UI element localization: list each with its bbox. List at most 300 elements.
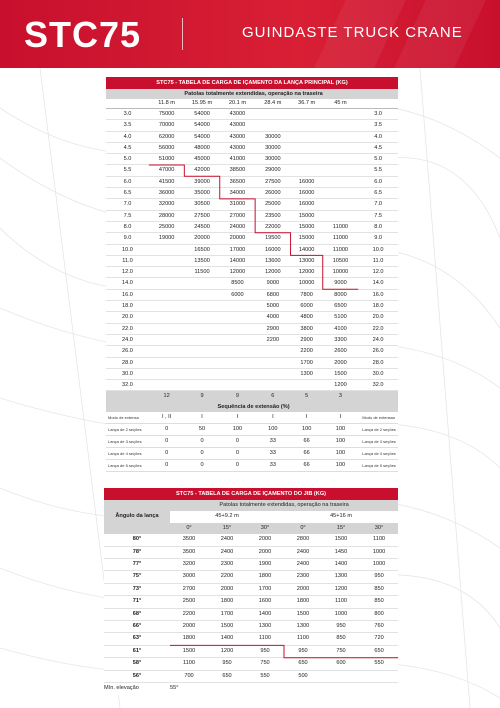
load-cell bbox=[184, 334, 219, 345]
load-cell: 2300 bbox=[284, 571, 322, 583]
radius-right: 7.0 bbox=[358, 199, 398, 210]
load-cell: 1400 bbox=[246, 608, 284, 620]
load-cell: 24500 bbox=[184, 221, 219, 232]
load-cell: 1200 bbox=[208, 645, 246, 657]
mode-value: I bbox=[291, 412, 323, 424]
radius-left: 16.0 bbox=[106, 289, 149, 300]
load-cell: 12000 bbox=[291, 267, 323, 278]
spacer bbox=[208, 683, 398, 695]
load-cell: 3500 bbox=[170, 546, 208, 558]
boom-angle: 66° bbox=[104, 621, 170, 633]
load-cell bbox=[149, 255, 184, 266]
table-row bbox=[106, 233, 398, 244]
load-cell: 800 bbox=[360, 608, 398, 620]
load-cell bbox=[255, 346, 290, 357]
boom-number: 5 bbox=[291, 391, 323, 402]
radius-left: 5.5 bbox=[106, 165, 149, 176]
boom-number: 12 bbox=[149, 391, 184, 402]
radius-left: 9.0 bbox=[106, 233, 149, 244]
jib-offset: 15° bbox=[208, 523, 246, 534]
extension-percent: 0 bbox=[220, 460, 255, 472]
load-cell: 16500 bbox=[184, 244, 219, 255]
radius-left: 30.0 bbox=[106, 368, 149, 379]
load-cell: 2000 bbox=[246, 546, 284, 558]
radius-left: 20.0 bbox=[106, 312, 149, 323]
load-cell: 38500 bbox=[220, 165, 255, 176]
load-cell: 1800 bbox=[170, 633, 208, 645]
load-cell: 750 bbox=[246, 658, 284, 670]
radius-left: 7.0 bbox=[106, 199, 149, 210]
load-cell: 760 bbox=[360, 621, 398, 633]
boom-length: 36.7 m bbox=[291, 99, 323, 109]
jib-load-table bbox=[104, 488, 398, 695]
load-cell: 32000 bbox=[149, 199, 184, 210]
load-cell: 30000 bbox=[255, 154, 290, 165]
section-label: Lança de 5 seções bbox=[106, 460, 149, 472]
extension-percent: 33 bbox=[255, 460, 290, 472]
load-cell: 2000 bbox=[284, 583, 322, 595]
spacer bbox=[106, 89, 149, 99]
mode-row bbox=[106, 412, 398, 424]
jib-offset: 30° bbox=[246, 523, 284, 534]
load-cell: 600 bbox=[322, 658, 360, 670]
load-cell: 75000 bbox=[149, 109, 184, 120]
boom-number-row bbox=[106, 391, 398, 402]
jib-offset: 15° bbox=[322, 523, 360, 534]
load-cell bbox=[323, 210, 358, 221]
extension-percent: 0 bbox=[184, 460, 219, 472]
load-cell: 2000 bbox=[208, 583, 246, 595]
load-cell: 650 bbox=[360, 645, 398, 657]
extension-percent: 100 bbox=[291, 424, 323, 436]
radius-right: 8.0 bbox=[358, 221, 398, 232]
radius-left: 26.0 bbox=[106, 346, 149, 357]
load-cell bbox=[291, 154, 323, 165]
boom-length: 45 m bbox=[323, 99, 358, 109]
header-divider bbox=[182, 18, 183, 50]
load-cell bbox=[149, 244, 184, 255]
table-row bbox=[106, 176, 398, 187]
load-cell bbox=[184, 278, 219, 289]
load-cell: 34000 bbox=[220, 188, 255, 199]
load-cell: 8000 bbox=[323, 289, 358, 300]
page-header bbox=[0, 0, 500, 68]
boom-angle: 80° bbox=[104, 534, 170, 546]
load-cell bbox=[291, 165, 323, 176]
load-cell: 27500 bbox=[255, 176, 290, 187]
radius-right: 32.0 bbox=[358, 380, 398, 391]
load-cell: 5100 bbox=[323, 312, 358, 323]
table-row bbox=[106, 199, 398, 210]
condition-label: Patolas totalmente extendidas, operação na traseira bbox=[149, 89, 358, 99]
load-cell: 15000 bbox=[291, 233, 323, 244]
load-cell: 1300 bbox=[291, 368, 323, 379]
load-cell bbox=[149, 380, 184, 391]
load-cell bbox=[323, 188, 358, 199]
section-label: Lança de 3 seções bbox=[106, 436, 149, 448]
radius-left: 12.0 bbox=[106, 267, 149, 278]
load-cell bbox=[220, 357, 255, 368]
load-cell: 2300 bbox=[208, 559, 246, 571]
table-row bbox=[104, 658, 398, 670]
load-cell: 720 bbox=[360, 633, 398, 645]
table-row bbox=[104, 608, 398, 620]
extension-percent: 100 bbox=[323, 448, 358, 460]
radius-left: 14.0 bbox=[106, 278, 149, 289]
extension-percent: 0 bbox=[149, 436, 184, 448]
condition-row bbox=[106, 89, 398, 99]
extension-percent: 0 bbox=[149, 460, 184, 472]
load-cell: 10500 bbox=[323, 255, 358, 266]
mode-value: I , II bbox=[149, 412, 184, 424]
radius-right: 4.0 bbox=[358, 131, 398, 142]
radius-right: 11.0 bbox=[358, 255, 398, 266]
load-cell: 9000 bbox=[255, 278, 290, 289]
boom-number: 9 bbox=[184, 391, 219, 402]
load-cell bbox=[255, 109, 290, 120]
radius-left: 22.0 bbox=[106, 323, 149, 334]
load-cell: 1800 bbox=[208, 596, 246, 608]
radius-right: 24.0 bbox=[358, 334, 398, 345]
load-cell bbox=[220, 380, 255, 391]
min-elevation-row bbox=[104, 683, 398, 695]
table-row bbox=[104, 596, 398, 608]
table-row bbox=[106, 346, 398, 357]
load-cell: 16000 bbox=[291, 188, 323, 199]
load-cell: 25000 bbox=[149, 221, 184, 232]
load-cell: 1500 bbox=[284, 608, 322, 620]
load-cell bbox=[291, 380, 323, 391]
load-cell bbox=[291, 131, 323, 142]
load-cell: 2900 bbox=[291, 334, 323, 345]
table-row bbox=[106, 357, 398, 368]
extension-percent: 100 bbox=[323, 436, 358, 448]
load-cell bbox=[220, 323, 255, 334]
load-cell: 1500 bbox=[322, 534, 360, 546]
radius-right: 12.0 bbox=[358, 267, 398, 278]
table-row bbox=[106, 334, 398, 345]
load-cell bbox=[149, 357, 184, 368]
telescope-row bbox=[106, 436, 398, 448]
table-row bbox=[104, 645, 398, 657]
load-cell: 13500 bbox=[184, 255, 219, 266]
section-label-right: Lança de 4 seções bbox=[358, 448, 398, 460]
extension-percent: 66 bbox=[291, 460, 323, 472]
radius-right: 14.0 bbox=[358, 278, 398, 289]
radius-left: 5.0 bbox=[106, 154, 149, 165]
extension-percent: 66 bbox=[291, 448, 323, 460]
load-cell bbox=[291, 120, 323, 131]
boom-angle: 61° bbox=[104, 645, 170, 657]
load-cell bbox=[149, 267, 184, 278]
load-cell: 35000 bbox=[184, 188, 219, 199]
radius-right: 4.5 bbox=[358, 142, 398, 153]
boom-angle: 63° bbox=[104, 633, 170, 645]
min-elevation-label: Mín. elevação bbox=[104, 685, 139, 692]
load-cell: 70000 bbox=[149, 120, 184, 131]
angle-header: Ângulo da lança bbox=[104, 500, 170, 534]
load-cell: 950 bbox=[208, 658, 246, 670]
extension-percent: 66 bbox=[291, 436, 323, 448]
radius-right: 6.5 bbox=[358, 188, 398, 199]
load-cell: 500 bbox=[284, 670, 322, 682]
load-cell: 43000 bbox=[220, 109, 255, 120]
load-cell: 43000 bbox=[220, 142, 255, 153]
load-cell: 6800 bbox=[255, 289, 290, 300]
load-cell: 3200 bbox=[170, 559, 208, 571]
spacer bbox=[106, 402, 149, 412]
load-cell bbox=[323, 176, 358, 187]
load-cell: 750 bbox=[322, 645, 360, 657]
sequence-label-row bbox=[106, 402, 398, 412]
load-cell: 1000 bbox=[360, 546, 398, 558]
extension-percent: 33 bbox=[255, 448, 290, 460]
load-cell: 1900 bbox=[246, 559, 284, 571]
radius-left: 7.5 bbox=[106, 210, 149, 221]
condition-label: Patolas totalmente extendidas, operação na traseira bbox=[170, 500, 398, 511]
load-cell bbox=[149, 312, 184, 323]
load-cell bbox=[323, 165, 358, 176]
load-cell: 36000 bbox=[149, 188, 184, 199]
load-cell bbox=[255, 120, 290, 131]
table1-title: STC75 - TABELA DE CARGA DE IÇAMENTO DA LANÇA PRINCIPAL (KG) bbox=[106, 77, 398, 89]
load-cell: 1300 bbox=[246, 621, 284, 633]
spacer bbox=[358, 89, 398, 99]
jib-offset: 0° bbox=[170, 523, 208, 534]
load-cell: 6000 bbox=[291, 301, 323, 312]
table-row bbox=[104, 670, 398, 682]
load-cell: 25000 bbox=[255, 199, 290, 210]
boom-number: 6 bbox=[255, 391, 290, 402]
radius-left: 3.5 bbox=[106, 120, 149, 131]
load-cell: 29000 bbox=[255, 165, 290, 176]
radius-right: 3.5 bbox=[358, 120, 398, 131]
load-cell: 11000 bbox=[323, 244, 358, 255]
load-cell: 19000 bbox=[149, 233, 184, 244]
load-cell: 43000 bbox=[220, 131, 255, 142]
spacer bbox=[106, 99, 149, 109]
load-cell: 16000 bbox=[255, 244, 290, 255]
load-cell: 1450 bbox=[322, 546, 360, 558]
boom-angle: 56° bbox=[104, 670, 170, 682]
load-cell bbox=[184, 346, 219, 357]
load-cell bbox=[323, 131, 358, 142]
load-cell bbox=[184, 312, 219, 323]
load-cell: 2400 bbox=[284, 546, 322, 558]
radius-right: 28.0 bbox=[358, 357, 398, 368]
spacer bbox=[358, 402, 398, 412]
load-cell: 650 bbox=[208, 670, 246, 682]
load-cell: 850 bbox=[360, 583, 398, 595]
radius-right: 9.0 bbox=[358, 233, 398, 244]
table2-title: STC75 - TABELA DE CARGA DE IÇAMENTO DO JIB (KG) bbox=[104, 488, 398, 500]
mode-value: I bbox=[220, 412, 255, 424]
load-cell: 9000 bbox=[323, 278, 358, 289]
radius-left: 24.0 bbox=[106, 334, 149, 345]
load-cell bbox=[323, 120, 358, 131]
load-cell: 700 bbox=[170, 670, 208, 682]
load-cell bbox=[291, 142, 323, 153]
load-cell bbox=[291, 109, 323, 120]
load-cell bbox=[149, 334, 184, 345]
load-cell: 36500 bbox=[220, 176, 255, 187]
load-cell: 1700 bbox=[291, 357, 323, 368]
boom-angle: 71° bbox=[104, 596, 170, 608]
load-cell: 950 bbox=[360, 571, 398, 583]
load-cell: 26000 bbox=[255, 188, 290, 199]
radius-right: 26.0 bbox=[358, 346, 398, 357]
load-cell: 1400 bbox=[208, 633, 246, 645]
table-row bbox=[106, 380, 398, 391]
table-row bbox=[106, 120, 398, 131]
radius-right: 5.5 bbox=[358, 165, 398, 176]
spacer bbox=[358, 99, 398, 109]
load-cell: 27500 bbox=[184, 210, 219, 221]
table-row bbox=[106, 267, 398, 278]
load-cell: 62000 bbox=[149, 131, 184, 142]
radius-right: 5.0 bbox=[358, 154, 398, 165]
min-elevation-value: 55° bbox=[170, 685, 179, 692]
load-cell: 14000 bbox=[291, 244, 323, 255]
load-cell bbox=[360, 670, 398, 682]
load-cell: 950 bbox=[246, 645, 284, 657]
radius-left: 10.0 bbox=[106, 244, 149, 255]
table-row bbox=[104, 559, 398, 571]
load-cell: 10000 bbox=[291, 278, 323, 289]
table-row bbox=[106, 255, 398, 266]
load-cell bbox=[149, 368, 184, 379]
mode-label: Modo de extensa bbox=[106, 412, 149, 424]
load-cell: 6500 bbox=[323, 301, 358, 312]
load-cell bbox=[255, 380, 290, 391]
load-cell bbox=[220, 346, 255, 357]
jib-offset: 0° bbox=[284, 523, 322, 534]
load-cell: 550 bbox=[360, 658, 398, 670]
section-label-right: Lança de 2 seções bbox=[358, 424, 398, 436]
load-cell: 1100 bbox=[322, 596, 360, 608]
load-cell bbox=[184, 357, 219, 368]
load-cell: 6000 bbox=[220, 289, 255, 300]
mode-value: I bbox=[184, 412, 219, 424]
load-cell: 13000 bbox=[291, 255, 323, 266]
load-cell: 1700 bbox=[208, 608, 246, 620]
load-cell bbox=[220, 301, 255, 312]
load-cell: 650 bbox=[284, 658, 322, 670]
load-cell: 2800 bbox=[284, 534, 322, 546]
load-cell: 28000 bbox=[149, 210, 184, 221]
load-cell: 1100 bbox=[360, 534, 398, 546]
load-cell: 4100 bbox=[323, 323, 358, 334]
load-cell bbox=[184, 323, 219, 334]
load-cell bbox=[149, 346, 184, 357]
extension-percent: 33 bbox=[255, 436, 290, 448]
load-cell: 2600 bbox=[323, 346, 358, 357]
table-row bbox=[104, 534, 398, 546]
radius-right: 18.0 bbox=[358, 301, 398, 312]
table-row bbox=[104, 546, 398, 558]
load-cell bbox=[255, 368, 290, 379]
table-row bbox=[106, 278, 398, 289]
load-cell: 1000 bbox=[322, 608, 360, 620]
load-cell bbox=[149, 301, 184, 312]
table-row bbox=[106, 210, 398, 221]
load-cell: 45000 bbox=[184, 154, 219, 165]
radius-right: 20.0 bbox=[358, 312, 398, 323]
boom-length: 15.95 m bbox=[184, 99, 219, 109]
extension-percent: 0 bbox=[220, 436, 255, 448]
radius-left: 28.0 bbox=[106, 357, 149, 368]
boom-length: 11.8 m bbox=[149, 99, 184, 109]
load-cell: 950 bbox=[284, 645, 322, 657]
load-cell: 1100 bbox=[170, 658, 208, 670]
load-cell: 12000 bbox=[255, 267, 290, 278]
load-cell: 3500 bbox=[170, 534, 208, 546]
load-cell: 1200 bbox=[323, 380, 358, 391]
load-cell: 51000 bbox=[149, 154, 184, 165]
load-cell: 1300 bbox=[284, 621, 322, 633]
jib-condition-row bbox=[104, 500, 398, 511]
table-row bbox=[106, 165, 398, 176]
load-cell: 42000 bbox=[184, 165, 219, 176]
extension-percent: 0 bbox=[220, 448, 255, 460]
radius-right: 10.0 bbox=[358, 244, 398, 255]
load-cell: 54000 bbox=[184, 120, 219, 131]
boom-length: 28.4 m bbox=[255, 99, 290, 109]
load-cell: 15000 bbox=[291, 221, 323, 232]
load-cell: 2900 bbox=[255, 323, 290, 334]
load-cell: 1800 bbox=[246, 571, 284, 583]
load-cell: 5000 bbox=[255, 301, 290, 312]
extension-percent: 0 bbox=[149, 424, 184, 436]
section-label-right: Lança de 5 seções bbox=[358, 460, 398, 472]
load-cell: 56000 bbox=[149, 142, 184, 153]
radius-left: 6.0 bbox=[106, 176, 149, 187]
boom-length-header bbox=[106, 99, 398, 109]
section-label-right: Lança de 3 seções bbox=[358, 436, 398, 448]
boom-angle: 78° bbox=[104, 546, 170, 558]
load-cell: 2200 bbox=[291, 346, 323, 357]
load-cell: 47000 bbox=[149, 165, 184, 176]
load-cell: 30000 bbox=[255, 142, 290, 153]
load-cell: 1200 bbox=[322, 583, 360, 595]
load-cell: 3000 bbox=[170, 571, 208, 583]
boom-length: 20.1 m bbox=[220, 99, 255, 109]
load-cell: 1600 bbox=[246, 596, 284, 608]
sequence-label: Sequência de extensão (%) bbox=[149, 402, 358, 412]
load-cell: 2500 bbox=[170, 596, 208, 608]
load-cell: 850 bbox=[360, 596, 398, 608]
load-cell: 1100 bbox=[284, 633, 322, 645]
load-cell: 16000 bbox=[291, 176, 323, 187]
load-cell bbox=[323, 109, 358, 120]
boom-angle: 58° bbox=[104, 658, 170, 670]
extension-percent: 0 bbox=[184, 436, 219, 448]
spacer bbox=[358, 391, 398, 402]
load-cell: 30000 bbox=[255, 131, 290, 142]
table-row bbox=[106, 131, 398, 142]
table-row bbox=[106, 301, 398, 312]
load-cell bbox=[149, 323, 184, 334]
load-cell: 19500 bbox=[255, 233, 290, 244]
load-cell: 850 bbox=[322, 633, 360, 645]
load-cell: 12000 bbox=[220, 267, 255, 278]
load-cell: 13600 bbox=[255, 255, 290, 266]
load-cell: 31000 bbox=[220, 199, 255, 210]
load-cell bbox=[184, 380, 219, 391]
extension-percent: 50 bbox=[184, 424, 219, 436]
extension-percent: 0 bbox=[149, 448, 184, 460]
load-cell: 1700 bbox=[246, 583, 284, 595]
